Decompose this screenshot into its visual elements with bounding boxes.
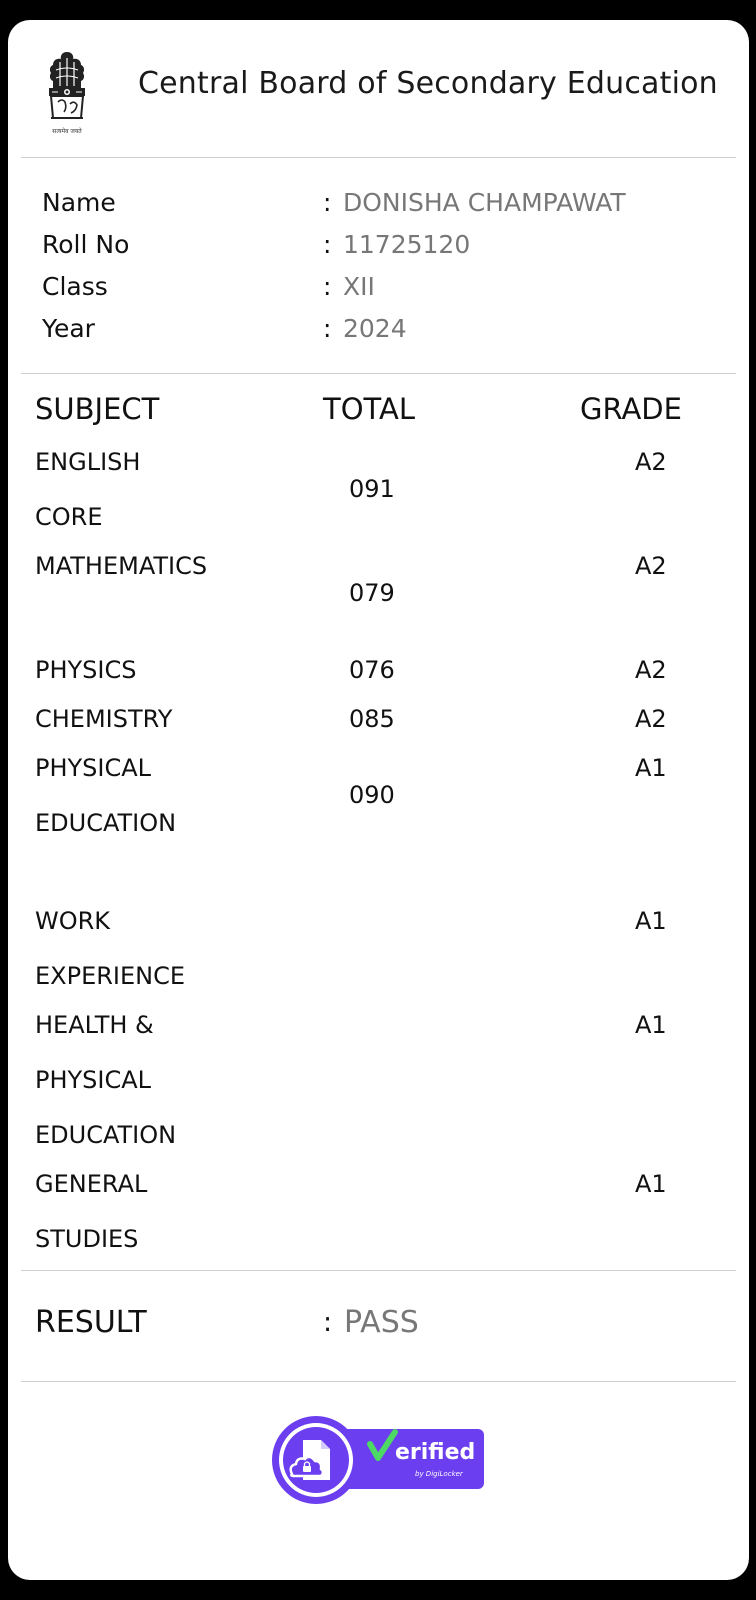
info-row-year: [42, 314, 732, 354]
divider: [21, 1270, 736, 1271]
divider: [21, 1381, 736, 1382]
subject-cell: ENGLISH CORE: [35, 448, 141, 531]
header: [8, 20, 749, 160]
info-label: Name: [42, 188, 116, 217]
column-header-subject: SUBJECT: [35, 392, 160, 426]
subject-cell: CHEMISTRY: [35, 705, 173, 733]
emblem-motto: सत्यमेव जयते: [52, 128, 82, 135]
board-title: Central Board of Secondary Education: [138, 66, 718, 101]
result-colon: :: [323, 1307, 333, 1338]
grade-cell: A2: [635, 705, 667, 733]
badge-subtext: by DigiLocker: [415, 1470, 463, 1478]
result-value: PASS: [344, 1305, 419, 1340]
column-header-total: TOTAL: [323, 392, 415, 426]
info-value: XII: [343, 272, 375, 301]
info-colon: :: [323, 314, 332, 343]
grade-cell: A2: [635, 448, 667, 476]
subject-cell: PHYSICS: [35, 656, 137, 684]
info-colon: :: [323, 272, 332, 301]
info-colon: :: [323, 230, 332, 259]
grade-cell: A1: [635, 754, 667, 782]
grade-cell: A1: [635, 1011, 667, 1039]
digilocker-verified-badge[interactable]: [270, 1414, 486, 1506]
info-value: DONISHA CHAMPAWAT: [343, 188, 626, 217]
subject-cell: GENERAL STUDIES: [35, 1170, 148, 1253]
grade-cell: A2: [635, 552, 667, 580]
divider: [21, 373, 736, 374]
info-row-name: [42, 188, 732, 228]
total-cell: 085: [349, 705, 395, 733]
grade-cell: A1: [635, 907, 667, 935]
result-label: RESULT: [35, 1305, 147, 1340]
info-label: Year: [42, 314, 95, 343]
info-row-class: [42, 272, 732, 312]
subject-cell: MATHEMATICS: [35, 552, 208, 580]
total-cell: 091: [349, 475, 395, 503]
marksheet-card: [8, 20, 749, 1580]
info-row-roll-no: [42, 230, 732, 270]
info-label: Class: [42, 272, 108, 301]
subject-cell: PHYSICAL EDUCATION: [35, 754, 177, 837]
grade-cell: A1: [635, 1170, 667, 1198]
divider: [21, 157, 736, 158]
subject-cell: HEALTH & PHYSICAL EDUCATION: [35, 1011, 177, 1149]
subject-cell: WORK EXPERIENCE: [35, 907, 186, 990]
info-label: Roll No: [42, 230, 130, 259]
badge-text: erified: [395, 1440, 476, 1465]
total-cell: 076: [349, 656, 395, 684]
total-cell: 090: [349, 781, 395, 809]
total-cell: 079: [349, 579, 395, 607]
info-value: 11725120: [343, 230, 471, 259]
info-colon: :: [323, 188, 332, 217]
grade-cell: A2: [635, 656, 667, 684]
column-header-grade: GRADE: [580, 392, 682, 426]
national-emblem-icon: [38, 48, 96, 138]
info-value: 2024: [343, 314, 407, 343]
